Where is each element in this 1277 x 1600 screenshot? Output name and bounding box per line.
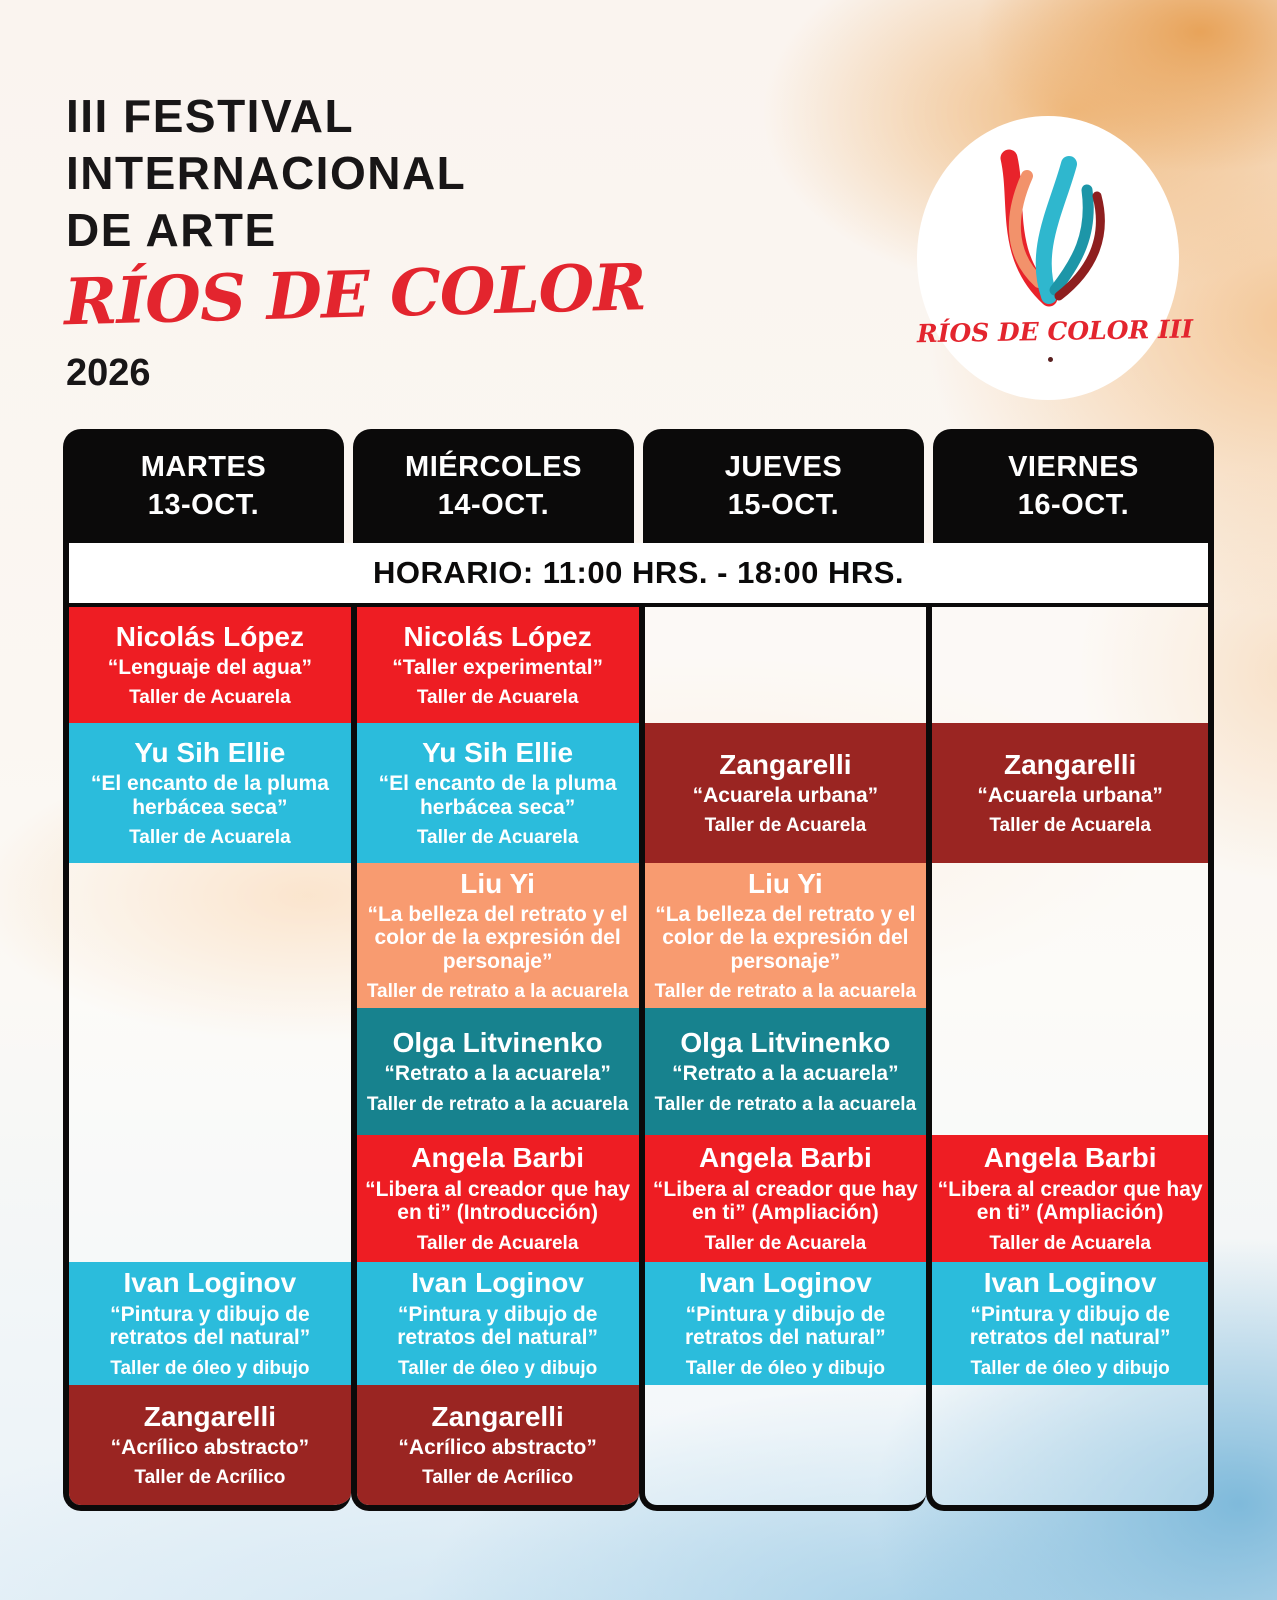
artist-name: Zangarelli <box>143 1400 276 1432</box>
empty-cell <box>645 607 927 723</box>
workshop-cell <box>357 1385 639 1505</box>
day-date: 14-OCT. <box>437 489 550 521</box>
workshop-type: Taller de Acrílico <box>134 1467 286 1489</box>
day-name: JUEVES <box>724 450 843 483</box>
workshop-cell <box>357 863 639 1008</box>
festival-year: 2026 <box>66 352 151 394</box>
empty-cell <box>932 607 1208 723</box>
day-date: 13-OCT. <box>147 489 260 521</box>
workshop-type: Taller de óleo y dibujo <box>110 1357 310 1379</box>
workshop-type: Taller de retrato a la acuarela <box>366 1093 629 1115</box>
festival-title <box>66 88 466 259</box>
title-line-1: III FESTIVAL <box>66 90 355 142</box>
workshop-cell <box>69 1262 351 1385</box>
schedule-table <box>63 429 1214 1511</box>
day-column-miércoles <box>351 607 639 1511</box>
workshop-type: Taller de retrato a la acuarela <box>366 981 629 1003</box>
workshop-quote: “Acuarela urbana” <box>692 783 879 807</box>
workshop-quote: “La belleza del retrato y el color de la expresión del personaje” <box>655 902 916 973</box>
workshop-quote: “Acuarela urbana” <box>977 783 1163 807</box>
workshop-quote: “Libera al creador que hay en ti” (Ampliación) <box>652 1177 918 1225</box>
artist-name: Zangarelli <box>431 1400 564 1432</box>
workshop-quote: “El encanto de la pluma herbácea seca” <box>90 772 329 819</box>
workshop-cell <box>932 723 1208 863</box>
schedule-body <box>63 607 1214 1511</box>
horario-bar: HORARIO: 11:00 HRS. - 18:00 HRS. <box>63 543 1214 607</box>
workshop-quote: “Pintura y dibujo de retratos del natural” <box>685 1302 886 1350</box>
day-header-row <box>63 429 1214 543</box>
empty-cell <box>932 863 1208 1135</box>
artist-name: Angela Barbi <box>411 1142 584 1174</box>
artist-name: Ivan Loginov <box>123 1267 297 1299</box>
workshop-cell <box>932 1262 1208 1385</box>
logo-swirl-icon <box>945 130 1151 310</box>
day-date: 16-OCT. <box>1017 489 1130 521</box>
artist-name: Yu Sih Ellie <box>134 736 286 768</box>
tab-viernes <box>933 429 1214 543</box>
festival-logo <box>916 116 1194 400</box>
artist-name: Olga Litvinenko <box>680 1027 891 1059</box>
workshop-quote: “El encanto de la pluma herbácea seca” <box>378 772 617 819</box>
day-name: MARTES <box>140 450 267 483</box>
workshop-quote: “La belleza del retrato y el color de la expresión del personaje” <box>367 902 628 973</box>
title-line-3: DE ARTE <box>66 204 277 257</box>
tab-jueves <box>643 429 924 543</box>
workshop-type: Taller de óleo y dibujo <box>970 1357 1170 1379</box>
artist-name: Liu Yi <box>460 867 535 899</box>
workshop-cell <box>357 1135 639 1262</box>
workshop-type: Taller de óleo y dibujo <box>685 1357 885 1379</box>
workshop-type: Taller de Acuarela <box>129 687 291 709</box>
artist-name: Zangarelli <box>719 748 852 780</box>
empty-cell <box>645 1385 927 1505</box>
workshop-quote: “Retrato a la acuarela” <box>672 1062 899 1086</box>
workshop-quote: “Pintura y dibujo de retratos del natural” <box>109 1302 311 1350</box>
workshop-cell <box>645 863 927 1008</box>
workshop-cell <box>69 607 351 723</box>
workshop-quote: “Retrato a la acuarela” <box>384 1062 611 1086</box>
workshop-type: Taller de Acuarela <box>129 827 291 849</box>
logo-title: RÍOS DE COLOR III <box>916 314 1194 349</box>
day-column-jueves <box>639 607 927 1511</box>
workshop-cell <box>357 1008 639 1135</box>
artist-name: Ivan Loginov <box>983 1267 1157 1299</box>
workshop-quote: “Taller experimental” <box>392 655 604 679</box>
workshop-type: Taller de Acrílico <box>422 1467 574 1489</box>
workshop-quote: “Acrílico abstracto” <box>398 1435 597 1459</box>
workshop-quote: “Acrílico abstracto” <box>110 1435 310 1459</box>
day-date: 15-OCT. <box>727 489 840 521</box>
artist-name: Nicolás López <box>115 620 304 652</box>
day-column-viernes <box>926 607 1214 1511</box>
workshop-cell <box>645 723 927 863</box>
tab-martes <box>63 429 344 543</box>
day-name: VIERNES <box>1008 450 1139 483</box>
workshop-type: Taller de Acuarela <box>989 815 1151 837</box>
artist-name: Angela Barbi <box>983 1142 1157 1174</box>
workshop-type: Taller de Acuarela <box>416 827 579 849</box>
workshop-type: Taller de Acuarela <box>989 1232 1151 1254</box>
workshop-quote: “Libera al creador que hay en ti” (Introducción) <box>365 1177 631 1225</box>
artist-name: Yu Sih Ellie <box>422 736 574 768</box>
workshop-cell <box>645 1008 927 1135</box>
workshop-cell <box>645 1135 927 1262</box>
workshop-quote: “Pintura y dibujo de retratos del natural” <box>969 1302 1171 1350</box>
artist-name: Nicolás López <box>403 620 592 652</box>
workshop-cell <box>357 1262 639 1385</box>
title-line-2: INTERNACIONAL <box>66 147 467 200</box>
workshop-cell <box>645 1262 927 1385</box>
workshop-type: Taller de Acuarela <box>704 815 867 837</box>
artist-name: Liu Yi <box>748 867 823 899</box>
artist-name: Angela Barbi <box>699 1142 872 1174</box>
workshop-cell <box>357 607 639 723</box>
day-column-martes <box>63 607 351 1511</box>
workshop-type: Taller de óleo y dibujo <box>398 1357 598 1379</box>
workshop-cell <box>932 1135 1208 1262</box>
festival-script-title: RÍOS DE COLOR <box>63 250 647 341</box>
artist-name: Ivan Loginov <box>699 1267 872 1299</box>
workshop-type: Taller de Acuarela <box>704 1232 867 1254</box>
workshop-type: Taller de retrato a la acuarela <box>654 981 917 1003</box>
tab-miercoles <box>353 429 634 543</box>
workshop-type: Taller de Acuarela <box>416 687 579 709</box>
workshop-quote: “Lenguaje del agua” <box>107 655 312 679</box>
day-name: MIÉRCOLES <box>405 450 582 483</box>
workshop-quote: “Libera al creador que hay en ti” (Ampliación) <box>937 1177 1203 1225</box>
workshop-type: Taller de Acuarela <box>416 1232 579 1254</box>
workshop-cell <box>357 723 639 863</box>
workshop-cell <box>69 723 351 863</box>
logo-dot <box>1048 357 1053 362</box>
artist-name: Ivan Loginov <box>411 1267 584 1299</box>
artist-name: Zangarelli <box>1003 748 1137 780</box>
empty-cell <box>932 1385 1208 1505</box>
workshop-quote: “Pintura y dibujo de retratos del natural” <box>397 1302 598 1350</box>
empty-cell <box>69 863 351 1262</box>
workshop-type: Taller de retrato a la acuarela <box>654 1093 917 1115</box>
artist-name: Olga Litvinenko <box>392 1027 603 1059</box>
workshop-cell <box>69 1385 351 1505</box>
